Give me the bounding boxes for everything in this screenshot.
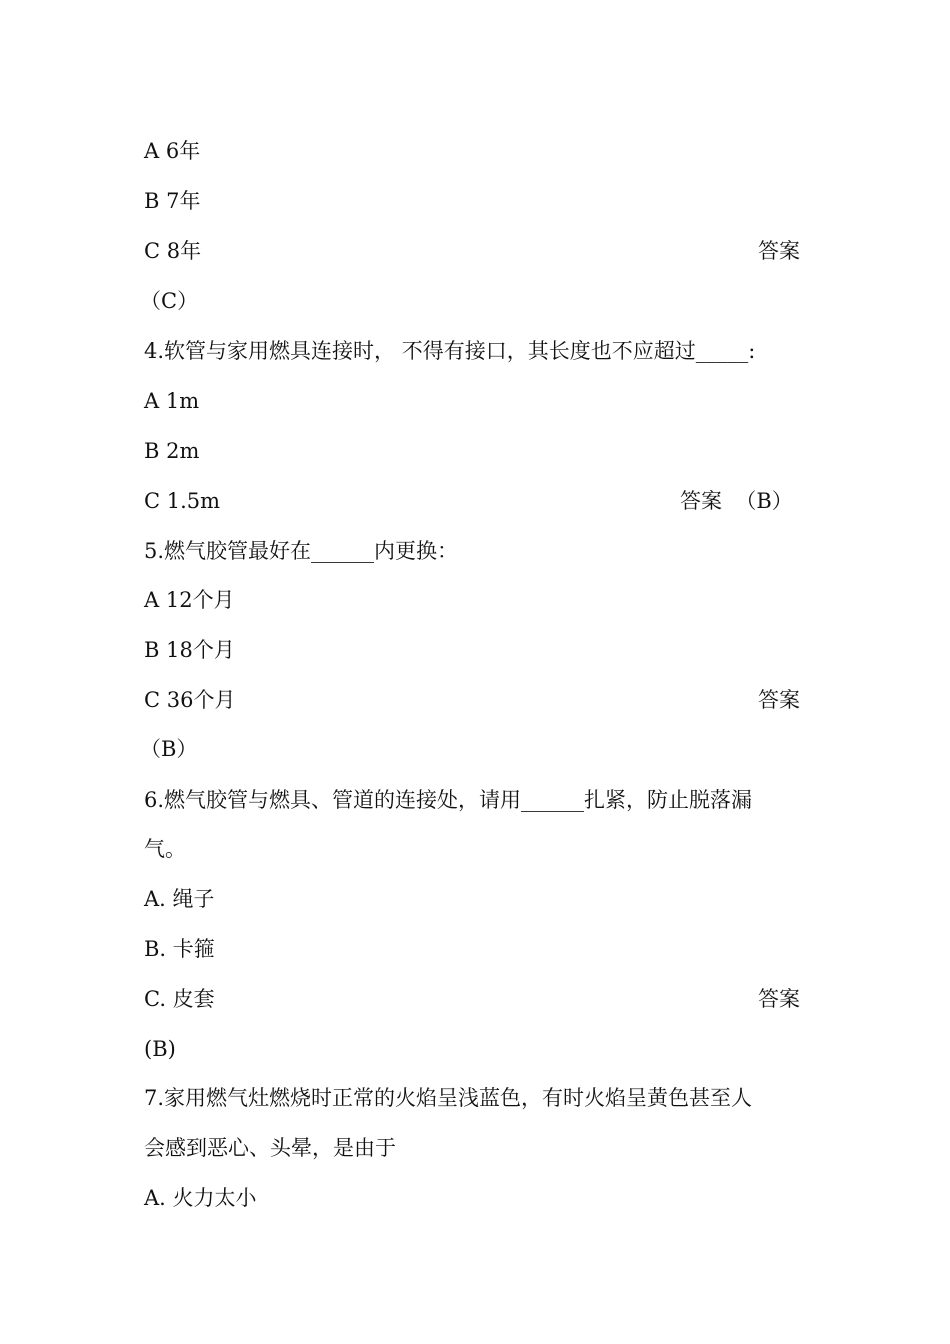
q3-option-a: A 6年 <box>144 139 201 163</box>
q6-question-line2: 气。 <box>144 837 186 861</box>
q5-question: 5.燃气胶管最好在______内更换： <box>144 539 459 563</box>
q6-option-a: A. 绳子 <box>144 887 215 911</box>
q4-option-c: C 1.5m <box>144 489 221 513</box>
q5-option-a: A 12个月 <box>144 588 235 612</box>
q4-option-b: B 2m <box>144 439 200 463</box>
q6-option-c: C. 皮套 <box>144 987 215 1011</box>
q3-answer-value: （C） <box>140 289 199 313</box>
q5-option-b: B 18个月 <box>144 638 235 662</box>
q6-answer-label: 答案 <box>758 987 800 1011</box>
q5-option-c: C 36个月 <box>144 688 236 712</box>
q3-option-b: B 7年 <box>144 189 201 213</box>
q7-question-line1: 7.家用燃气灶燃烧时正常的火焰呈浅蓝色，有时火焰呈黄色甚至人 <box>144 1086 753 1110</box>
q4-option-a: A 1m <box>144 389 200 413</box>
q4-answer: 答案 （B） <box>680 489 793 513</box>
q5-answer-value: （B） <box>140 737 198 761</box>
q7-option-a: A. 火力太小 <box>144 1186 257 1210</box>
q6-option-b: B. 卡箍 <box>144 937 215 961</box>
q4-question: 4.软管与家用燃具连接时， 不得有接口，其长度也不应超过_____: <box>144 339 756 363</box>
q3-answer-label: 答案 <box>758 239 800 263</box>
q7-question-line2: 会感到恶心、头晕，是由于 <box>144 1136 396 1160</box>
q6-answer-value: (B) <box>144 1037 176 1061</box>
q6-question-line1: 6.燃气胶管与燃具、管道的连接处，请用______扎紧，防止脱落漏 <box>144 788 753 812</box>
q5-answer-label: 答案 <box>758 688 800 712</box>
q3-option-c: C 8年 <box>144 239 202 263</box>
